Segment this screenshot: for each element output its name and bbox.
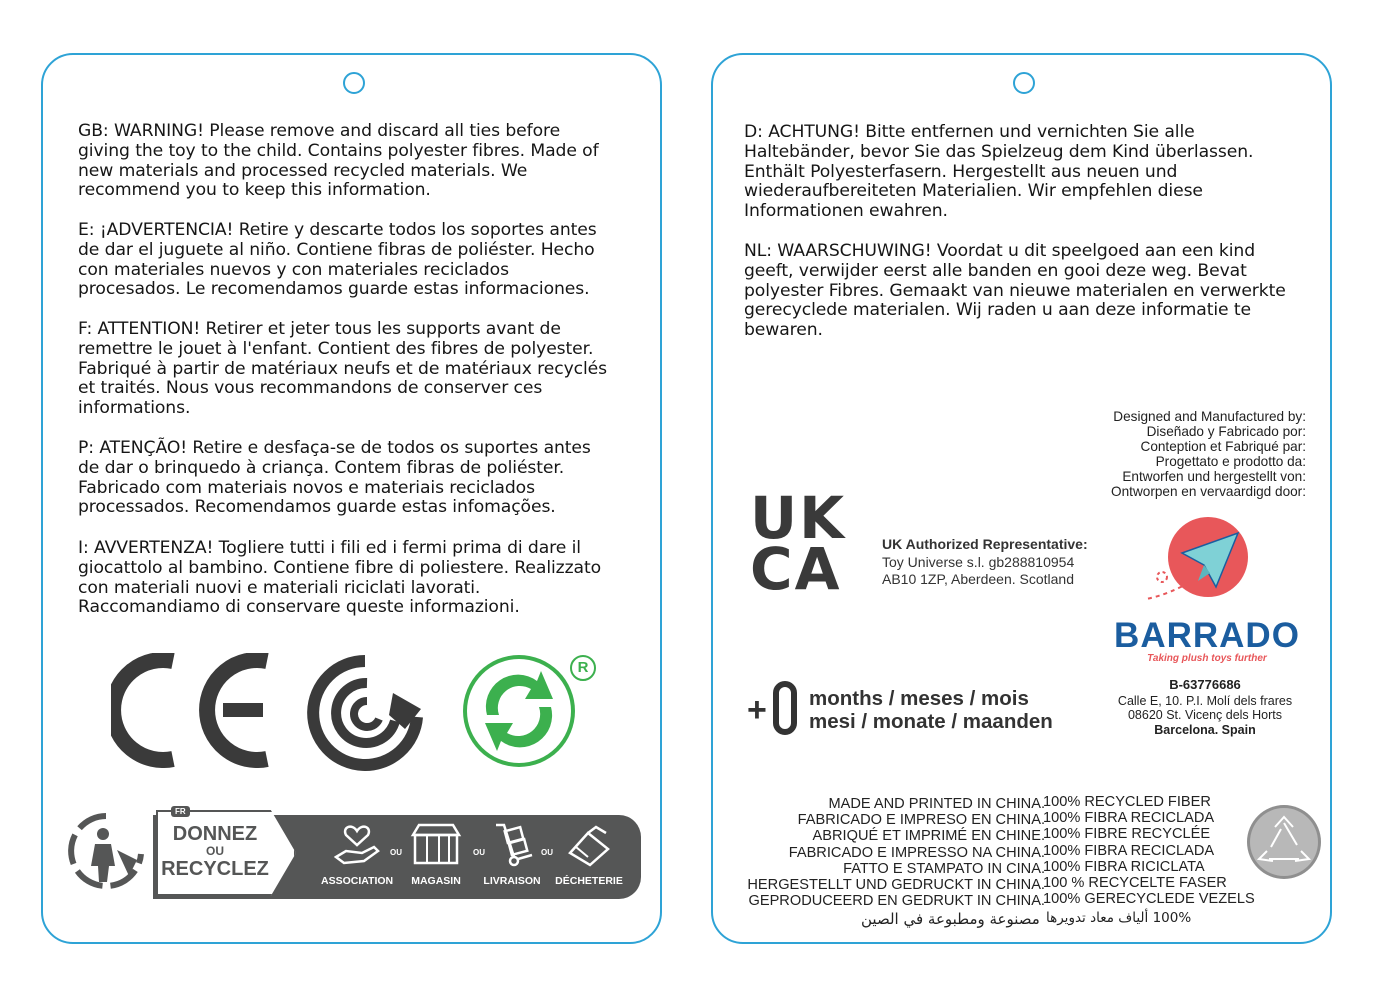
dump-box-icon [566,823,612,867]
warning-fr: F: ATTENTION! Retirer et jeter tous les supports avant de remettre le jouet à l'enfant. Contient des fibres de polyester. Fabriqué à partir de matériaux neufs et de matériaux recyclés et traités. Nous vous recommandons de conserver ces informations. [78,319,608,419]
separator-ou: OU [473,848,485,857]
arabic-made-in: مصنوعة ومطبوعة في الصين [861,910,1040,928]
option-magasin: MAGASIN [405,823,467,887]
designed-by: Designed and Manufactured by: Diseñado y Fabricado por: Conteption et Fabriqué par: Progettato e prodotto da: Entworfen und hergestellt von: Ontworpen en vervaardigd door: [1111,409,1306,500]
recycled-fiber: 100% RECYCLED FIBER 100% FIBRA RECICLADA 100% FIBRE RECYCLÉE 100% FIBRA RECICLADA 100% FIBRA RICICLATA 100 % RECYCELTE FASER 100% GERECYCLEDE VEZELS [1043,794,1255,908]
triman-icon [65,810,147,892]
tag-hole [343,72,365,94]
country-badge: FR [171,806,190,817]
ce-mark-icon [111,653,276,768]
warning-de: D: ACHTUNG! Bitte entfernen und vernichten Sie alle Haltebänder, bevor Sie das Spielzeug dem Kind überlassen. Enthält Polyesterfasern. Hergestellt aus neuen und wiederaufbereiteten Materialien. Wir empfehlen diese Informationen ewahren. [744,122,1254,222]
made-in-china: MADE AND PRINTED IN CHINA. FABRICADO E IMPRESO EN CHINA. ABRIQUÉ ET IMPRIMÉ EN CHINE. FABRICADO E IMPRESSO NA CHINA. FATTO E STAMPATO IN CINA. HERGESTELLT UND GEDRUCKT IN CHINA. GEPRODUCEERD EN GEDRUKT IN CHINA. [747,796,1045,910]
registered-mark: R [570,655,596,681]
uk-representative: UK Authorized Representative: Toy Universe s.l. gb288810954 AB10 1ZP, Aberdeen. Scotland [882,536,1088,587]
zero-numeral-icon [773,681,797,735]
hang-tag-right [711,53,1332,944]
brand-logo: BARRADO Taking plush toys further [1114,616,1300,664]
paper-plane-logo-icon [1138,515,1253,610]
separator-ou: OU [390,848,402,857]
ukca-mark-icon: UK CA [750,484,847,603]
warning-gb: GB: WARNING! Please remove and discard all ties before giving the toy to the child. Contains polyester fibres. Made of new materials and processed recycled materials. We recommend you to keep this information. [78,121,599,201]
warning-it: I: AVVERTENZA! Togliere tutti i fili ed i fermi prima di dare il giocattolo al bambino. Contiene fibre di poliestere. Realizzato con materiali nuovi e materiali riciclati lavorati. Raccomandiamo di conservare queste informazioni. [78,538,602,618]
warning-pt: P: ATENÇÃO! Retire e desfaça-se de todos os suportes antes de dar o brinquedo à criança. Contem fibras de poliéster. Fabricado com materiais novos e materiais reciclados processados. Recomendamos guarde estas infomações. [78,438,591,518]
tag-hole [1013,72,1035,94]
donnez-text: DONNEZ OU RECYCLEZ [161,823,269,880]
mobius-mark-icon [305,653,425,771]
age-warning: + months / meses / mois mesi / monate / maanden [747,681,1087,741]
option-decheterie: DÉCHETERIE [551,823,627,887]
hand-truck-icon [490,823,534,867]
hand-heart-icon [334,823,380,867]
recycle-icon [1245,803,1323,881]
arabic-fiber: 100% ألياف معاد تدويرها [1046,910,1192,926]
manufacturer-address: B-63776686 Calle E, 10. P.I. Molí dels frares 08620 St. Vicenç dels Horts Barcelona. Spain [1117,677,1293,737]
option-association: ASSOCIATION [321,823,393,887]
warning-nl: NL: WAARSCHUWING! Voordat u dit speelgoed aan een kind geeft, verwijder eerst alle banden en gooi deze weg. Bevat polyester Fibres. Gemaakt van nieuwe materialen en verwerkte gerecyclede materialen. Wij raden u aan deze informatie te bewaren. [744,241,1286,341]
hang-tag-left [41,53,662,944]
option-livraison: LIVRAISON [481,823,543,887]
warning-es: E: ¡ADVERTENCIA! Retire y descarte todos los soportes antes de dar el juguete al niño. Contiene fibras de poliéster. Hecho con materiales nuevos y con materiales reciclados procesados. Le recomendamos guarde estas informaciones. [78,220,597,300]
shop-icon [409,823,463,867]
separator-ou: OU [541,848,553,857]
